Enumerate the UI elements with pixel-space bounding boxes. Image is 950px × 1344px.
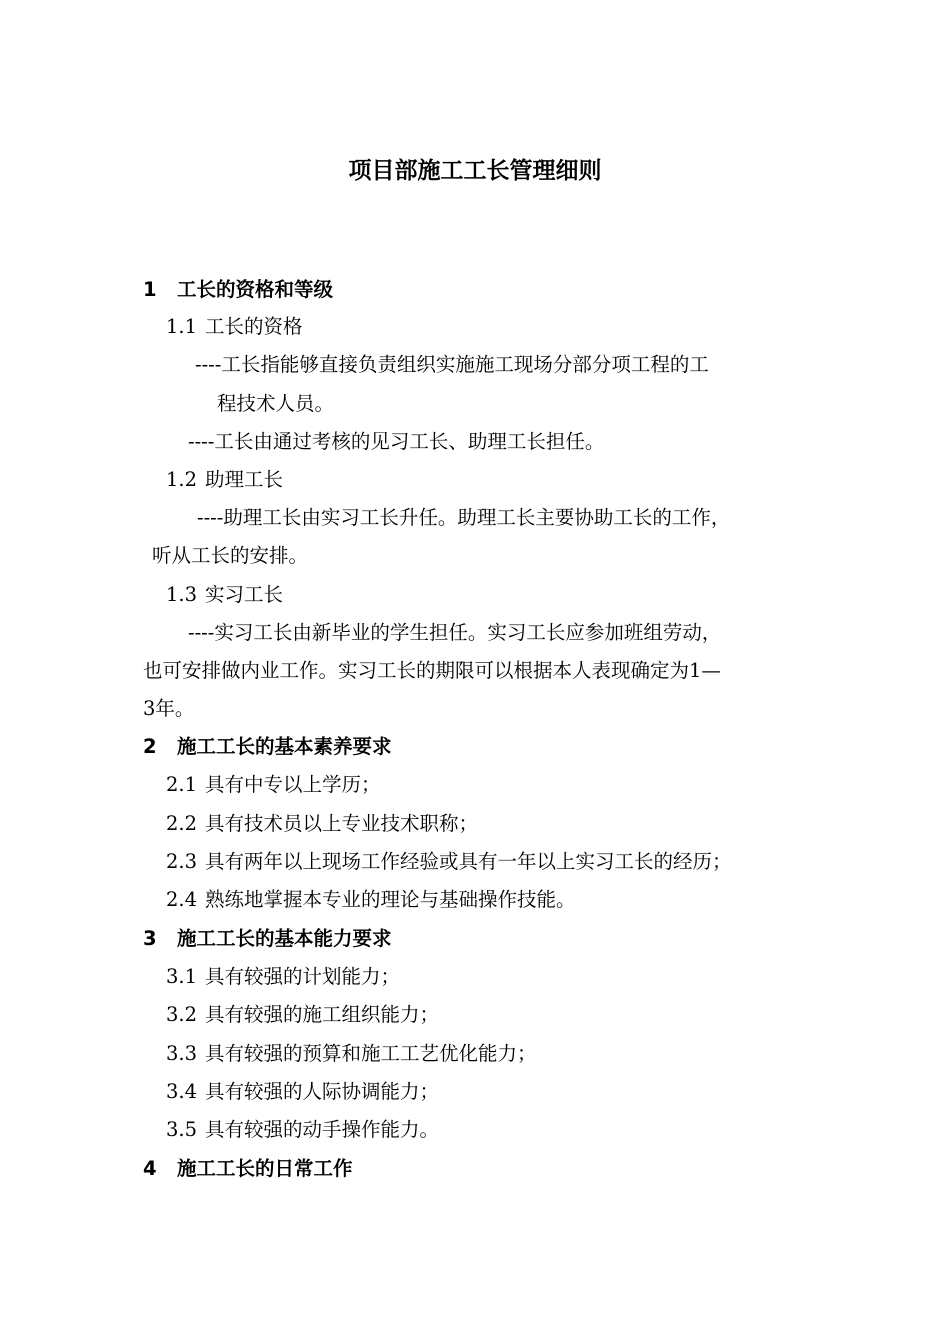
subsection-number: 1.3 [166, 583, 198, 606]
subsection-text: 具有中专以上学历； [205, 773, 381, 796]
subsection-3-5 [166, 1117, 439, 1143]
subsection-text: 具有技术员以上专业技术职称； [205, 812, 479, 835]
section-heading-2 [143, 734, 392, 760]
subsection-number: 2.3 [166, 850, 198, 873]
section-title: 施工工长的基本素养要求 [177, 735, 392, 758]
paragraph-line: ----工长由通过考核的见习工长、助理工长担任。 [188, 430, 605, 453]
subsection-number: 3.3 [166, 1042, 198, 1065]
subsection-text: 具有较强的施工组织能力； [205, 1003, 440, 1026]
subsection-1-3 [166, 582, 283, 608]
subsection-number: 2.1 [166, 773, 198, 796]
subsection-3-3 [166, 1041, 537, 1067]
subsection-2-4 [166, 887, 576, 913]
subsection-1-2 [166, 467, 283, 493]
paragraph-line: ----实习工长由新毕业的学生担任。实习工长应参加班组劳动， [188, 621, 722, 644]
section-heading-3 [143, 926, 392, 952]
subsection-text: 具有较强的动手操作能力。 [205, 1118, 440, 1141]
subsection-text: 具有较强的人际协调能力； [205, 1080, 440, 1103]
subsection-text: 熟练地掌握本专业的理论与基础操作技能。 [205, 888, 576, 911]
section-title: 施工工长的日常工作 [177, 1157, 353, 1180]
section-title: 施工工长的基本能力要求 [177, 927, 392, 950]
subsection-number: 3.4 [166, 1080, 198, 1103]
subsection-3-4 [166, 1079, 439, 1105]
section-number: 2 [143, 735, 157, 758]
subsection-3-2 [166, 1002, 439, 1028]
section-number: 3 [143, 927, 157, 950]
subsection-text: 具有较强的预算和施工工艺优化能力； [205, 1042, 537, 1065]
paragraph-line: ----助理工长由实习工长升任。助理工长主要协助工长的工作， [197, 506, 731, 529]
subsection-2-2 [166, 811, 478, 837]
subsection-2-3 [166, 849, 732, 875]
paragraph-line: 3年。 [143, 697, 195, 720]
subsection-2-1 [166, 772, 381, 798]
subsection-number: 2.2 [166, 812, 198, 835]
subsection-text: 工长的资格 [205, 315, 303, 338]
section-title: 工长的资格和等级 [177, 278, 334, 301]
subsection-number: 3.1 [166, 965, 198, 988]
subsection-text: 助理工长 [205, 468, 284, 491]
paragraph-line: ----工长指能够直接负责组织实施施工现场分部分项工程的工 [195, 353, 709, 376]
subsection-number: 3.5 [166, 1118, 198, 1141]
paragraph-line: 也可安排做内业工作。实习工长的期限可以根据本人表现确定为1— [143, 659, 721, 682]
paragraph-line: 听从工长的安排。 [152, 544, 309, 567]
section-number: 4 [143, 1157, 157, 1180]
subsection-text: 实习工长 [205, 583, 284, 606]
subsection-1-1 [166, 314, 303, 340]
subsection-number: 2.4 [166, 888, 198, 911]
section-heading-1 [143, 277, 333, 303]
section-number: 1 [143, 278, 157, 301]
subsection-text: 具有两年以上现场工作经验或具有一年以上实习工长的经历； [205, 850, 732, 873]
subsection-number: 3.2 [166, 1003, 198, 1026]
document-title: 项目部施工工长管理细则 [348, 158, 602, 184]
subsection-text: 具有较强的计划能力； [205, 965, 401, 988]
subsection-number: 1.2 [166, 468, 198, 491]
section-heading-4 [143, 1156, 353, 1182]
subsection-number: 1.1 [166, 315, 198, 338]
subsection-3-1 [166, 964, 400, 990]
paragraph-line: 程技术人员。 [217, 392, 335, 415]
